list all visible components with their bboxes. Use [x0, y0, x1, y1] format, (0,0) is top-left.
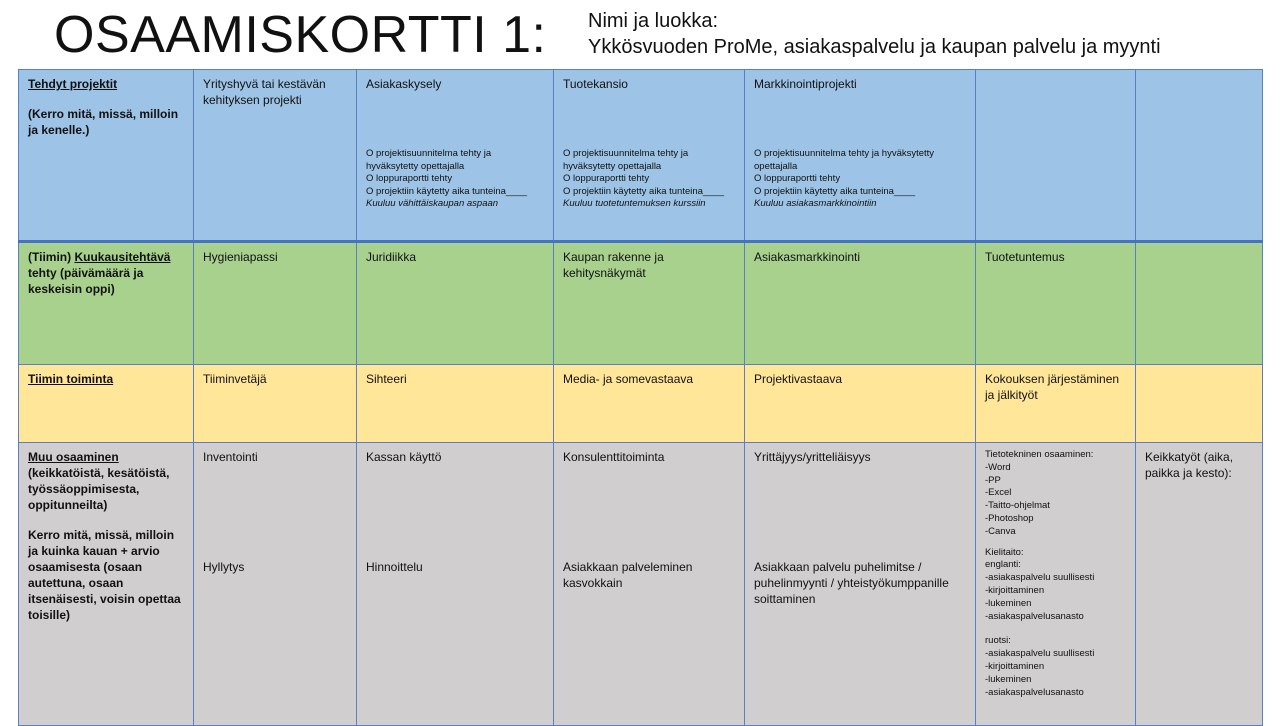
project-note: Kuuluu tuotetuntemuksen kurssiin [563, 198, 706, 209]
hours-check: O projektiin käytetty aika tunteina____ [563, 185, 725, 197]
skill-item: -Photoshop [985, 512, 1034, 524]
skill-item: -kirjoittaminen [985, 584, 1045, 596]
other-cell-3 [554, 443, 745, 726]
final-report-check: O loppuraportti tehty [366, 173, 453, 184]
projects-instruction: (Kerro mitä, missä, milloin ja kenelle.) [28, 107, 179, 137]
team-role: Tiiminvetäjä [203, 372, 267, 386]
team-role: Kokouksen järjestäminen ja jälkityöt [985, 372, 1120, 402]
other-cell-5 [976, 443, 1136, 726]
other-skills-row [19, 443, 1263, 726]
skill-item: Inventointi [203, 450, 258, 464]
skill-item: -asiakaspalvelusanasto [985, 610, 1084, 622]
project-cell-4 [745, 70, 976, 242]
team-heading-cell [19, 365, 194, 443]
project-name: Asiakaskysely [366, 77, 442, 91]
team-cell-4 [745, 365, 976, 443]
project-note: Kuuluu vähittäiskaupan aspaan [366, 198, 499, 209]
skill-item: -Word [985, 461, 1011, 473]
skill-item: -asiakaspalvelu suullisesti [985, 648, 1095, 660]
other-cell-1 [194, 443, 357, 726]
team-cell-5 [976, 365, 1136, 443]
skill-item: -Canva [985, 525, 1016, 537]
project-name: Tuotekansio [563, 77, 628, 91]
project-cell-6 [1136, 70, 1263, 242]
task-cell-5 [976, 242, 1136, 365]
other-cell-2 [357, 443, 554, 726]
skill-item: Kassan käyttö [366, 450, 442, 464]
project-plan-check: O projektisuunnitelma tehty ja hyväksytetty opettajalla [563, 148, 689, 172]
task-name: Asiakasmarkkinointi [754, 250, 861, 264]
task-name: Tuotetuntemus [985, 250, 1065, 264]
other-heading: Muu osaaminen [28, 450, 119, 464]
task-cell-3 [554, 242, 745, 365]
english-title: englanti: [985, 559, 1021, 571]
other-cell-4 [745, 443, 976, 726]
project-note: Kuuluu asiakasmarkkinointiin [754, 198, 877, 209]
projects-row [19, 70, 1263, 242]
skill-item: -asiakaspalvelusanasto [985, 686, 1084, 698]
final-report-check: O loppuraportti tehty [754, 173, 841, 184]
skill-item: -lukeminen [985, 597, 1032, 609]
project-cell-1 [194, 70, 357, 242]
skill-item: -asiakaspalvelu suullisesti [985, 572, 1095, 584]
skill-item: Konsulenttitoiminta [563, 450, 665, 464]
project-plan-check: O projektisuunnitelma tehty ja hyväksytetty opettajalla [366, 148, 492, 172]
other-heading-cell [19, 443, 194, 726]
project-cell-5 [976, 70, 1136, 242]
team-cell-1 [194, 365, 357, 443]
page-title: OSAAMISKORTTI 1: [54, 6, 547, 64]
gig-work-label: Keikkatyöt (aika, paikka ja kesto): [1145, 450, 1234, 480]
subtitle [588, 8, 1161, 60]
team-role: Sihteeri [366, 372, 407, 386]
final-report-check: O loppuraportti tehty [563, 173, 650, 184]
task-name: Juridiikka [366, 250, 417, 264]
tasks-heading-main: Kuukausitehtävä [74, 250, 171, 264]
monthly-tasks-row [19, 242, 1263, 365]
other-cell-6 [1136, 443, 1263, 726]
tasks-heading [28, 249, 184, 297]
skill-item: -kirjoittaminen [985, 660, 1045, 672]
hours-check: O projektiin käytetty aika tunteina____ [366, 185, 528, 197]
skill-item: Asiakkaan palvelu puhelimitse / puhelinmyynti / yhteistyökumppanille soittaminen [754, 560, 949, 606]
skill-item: -lukeminen [985, 673, 1032, 685]
tasks-heading-prefix: (Tiimin) [28, 250, 72, 264]
team-heading: Tiimin toiminta [28, 372, 114, 386]
team-cell-6 [1136, 365, 1263, 443]
skill-item: Yrittäjyys/yritteliäisyys [754, 450, 871, 464]
language-skills-title: Kielitaito: [985, 546, 1024, 558]
tasks-heading-suffix: tehty (päivämäärä ja keskeisin oppi) [28, 266, 144, 296]
project-name: Markkinointiprojekti [754, 77, 857, 91]
competence-table [18, 69, 1263, 726]
team-activity-row [19, 365, 1263, 443]
hours-check: O projektiin käytetty aika tunteina____ [754, 185, 916, 197]
skill-item: -Excel [985, 487, 1012, 499]
skill-item: -Taitto-ohjelmat [985, 500, 1050, 512]
name-and-class-label: Nimi ja luokka: [588, 10, 719, 32]
other-sources: (keikkatöistä, kesätöistä, työssäoppimisesta, oppitunneilta) [28, 466, 170, 512]
tasks-heading-cell [19, 242, 194, 365]
project-cell-2 [357, 70, 554, 242]
program-description: Ykkösvuoden ProMe, asiakaspalvelu ja kaupan palvelu ja myynti [588, 36, 1161, 58]
projects-heading: Tehdyt projektit [28, 77, 118, 91]
skill-item: -PP [985, 474, 1001, 486]
it-skills [985, 449, 1126, 699]
team-cell-2 [357, 365, 554, 443]
skill-item: Hinnoittelu [366, 560, 423, 574]
team-role: Projektivastaava [754, 372, 843, 386]
project-name: Yrityshyvä tai kestävän kehityksen projekti [203, 77, 326, 107]
task-cell-6 [1136, 242, 1263, 365]
it-skills-title: Tietotekninen osaaminen: [985, 449, 1094, 460]
projects-heading-cell [19, 70, 194, 242]
other-instruction: Kerro mitä, missä, milloin ja kuinka kauan + arvio osaamisesta (osaan autettuna, osaan itsenäisesti, voisin opettaa toisille) [28, 528, 181, 622]
project-plan-check: O projektisuunnitelma tehty ja hyväksytetty opettajalla [754, 148, 935, 172]
skill-item: Hyllytys [203, 560, 245, 574]
team-role: Media- ja somevastaava [563, 372, 694, 386]
task-cell-4 [745, 242, 976, 365]
task-cell-1 [194, 242, 357, 365]
skill-item: Asiakkaan palveleminen kasvokkain [563, 560, 693, 590]
swedish-title: ruotsi: [985, 635, 1011, 647]
task-name: Hygieniapassi [203, 250, 278, 264]
team-cell-3 [554, 365, 745, 443]
project-cell-3 [554, 70, 745, 242]
task-cell-2 [357, 242, 554, 365]
task-name: Kaupan rakenne ja kehitysnäkymät [563, 250, 664, 280]
